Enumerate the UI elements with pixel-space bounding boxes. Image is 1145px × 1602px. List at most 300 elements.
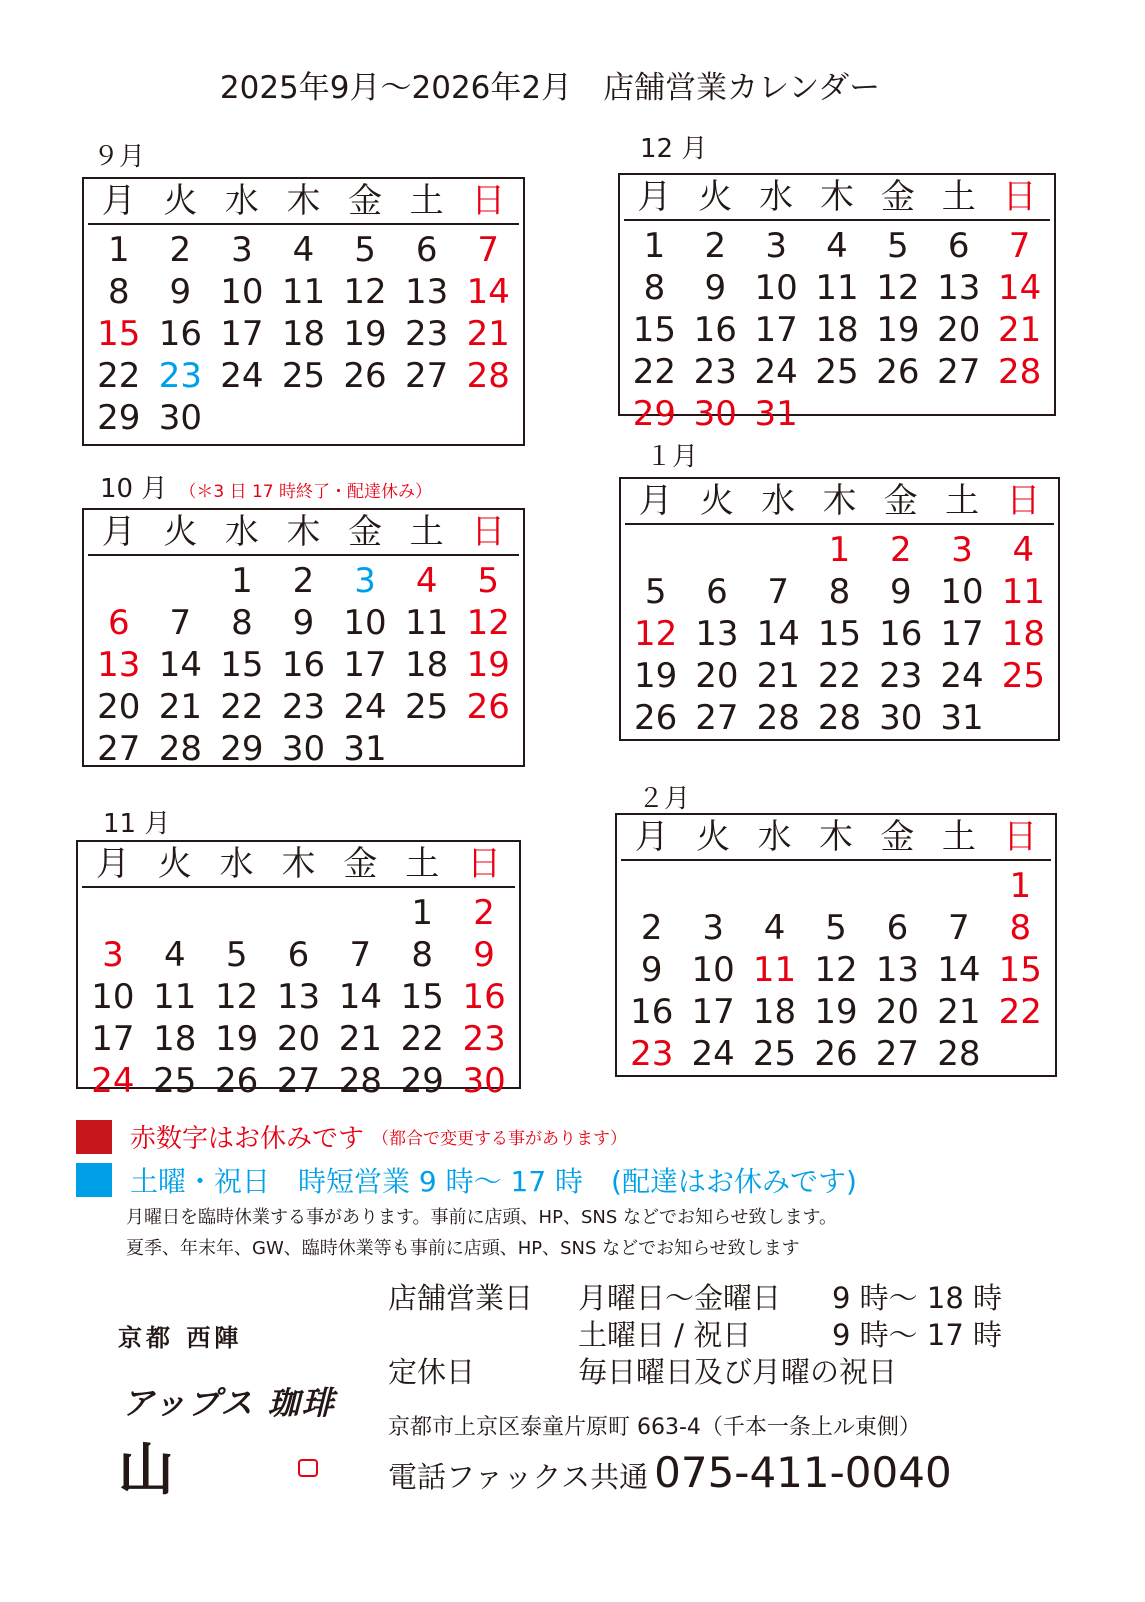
weekday-label: 金	[343, 844, 378, 884]
empty-cell	[867, 865, 928, 907]
day-cell: 30	[281, 729, 326, 769]
day-cell: 30	[462, 1061, 506, 1101]
day-cell: 31	[940, 698, 984, 738]
weekday-label: 金	[348, 181, 383, 221]
weekday-label: 金	[348, 512, 383, 552]
day-cell: 19	[634, 656, 678, 696]
empty-cell	[82, 892, 144, 934]
day-cell: 5	[887, 226, 909, 266]
day-cell: 9	[473, 935, 495, 975]
day-cell: 21	[338, 1019, 382, 1059]
empty-cell	[273, 397, 335, 439]
day-grid	[88, 229, 519, 439]
day-cell: 10	[691, 950, 735, 990]
day-cell: 27	[97, 729, 141, 769]
empty-cell	[990, 1033, 1051, 1075]
day-cell: 19	[343, 314, 387, 354]
day-cell: 30	[693, 394, 737, 434]
month-label-dec: 12 月	[640, 134, 708, 164]
day-cell: 15	[400, 977, 444, 1017]
empty-cell	[211, 397, 273, 439]
weekday-label: 土	[409, 512, 444, 552]
day-cell: 14	[756, 614, 800, 654]
day-cell: 23	[879, 656, 923, 696]
day-cell: 26	[876, 352, 920, 392]
calendar-jan	[619, 477, 1060, 741]
day-cell: 10	[220, 272, 264, 312]
weekday-label: 火	[696, 817, 731, 857]
day-cell: 2	[473, 893, 495, 933]
weekday-label: 月	[101, 181, 136, 221]
logo-line-2: アップス 珈琲	[122, 1384, 336, 1422]
day-cell: 28	[338, 1061, 382, 1101]
day-cell: 29	[632, 394, 677, 434]
empty-cell	[867, 393, 928, 435]
day-cell: 28	[997, 352, 1042, 392]
day-cell: 7	[169, 603, 192, 643]
day-grid	[88, 560, 519, 770]
day-cell: 18	[815, 310, 859, 350]
day-cell: 26	[215, 1061, 259, 1101]
day-cell: 24	[940, 656, 984, 696]
weekday-label: 火	[698, 177, 733, 217]
seal-stamp-icon	[298, 1459, 318, 1477]
day-cell: 31	[343, 729, 387, 769]
day-cell: 6	[947, 226, 970, 266]
day-cell: 25	[1001, 656, 1045, 696]
empty-cell	[621, 865, 682, 907]
month-label-feb: ２月	[638, 784, 691, 814]
empty-cell	[334, 397, 396, 439]
day-cell: 27	[937, 352, 981, 392]
day-cell: 16	[879, 614, 923, 654]
day-cell: 17	[91, 1019, 135, 1059]
day-cell: 22	[632, 352, 677, 392]
day-cell: 28	[937, 1034, 981, 1074]
day-cell: 19	[466, 645, 510, 685]
day-cell: 3	[765, 226, 787, 266]
weekday-label: 月	[634, 817, 669, 857]
day-cell: 7	[948, 908, 970, 948]
weekday-label: 日	[471, 512, 506, 552]
day-cell: 23	[630, 1034, 674, 1074]
day-cell: 2	[889, 530, 912, 570]
day-cell: 4	[763, 908, 786, 948]
notice-line-1: 月曜日を臨時休業する事があります。事前に店頭、HP、SNS などでお知らせ致します。	[126, 1207, 838, 1228]
day-cell: 26	[814, 1034, 858, 1074]
empty-cell	[805, 865, 866, 907]
day-cell: 1	[1009, 866, 1032, 906]
day-cell: 27	[875, 1034, 920, 1074]
weekday-header	[82, 842, 515, 888]
weekday-label: 金	[883, 481, 918, 521]
weekday-label: 日	[1003, 817, 1038, 857]
calendar-nov	[76, 840, 521, 1101]
day-cell: 6	[287, 935, 310, 975]
day-cell: 17	[691, 992, 735, 1032]
day-cell: 24	[343, 687, 387, 727]
day-cell: 22	[97, 356, 141, 396]
month-label-nov: 11 月	[103, 809, 171, 839]
day-cell: 20	[97, 687, 141, 727]
day-cell: 18	[752, 992, 797, 1032]
day-cell: 5	[354, 230, 376, 270]
empty-cell	[748, 529, 809, 571]
day-cell: 19	[215, 1019, 259, 1059]
notice-line-2: 夏季、年末年、GW、臨時休業等も事前に店頭、HP、SNS などでお知らせ致します	[126, 1238, 800, 1259]
day-cell: 9	[704, 268, 727, 308]
legend-red-text: 赤数字はお休みです	[130, 1124, 365, 1154]
day-cell: 27	[276, 1061, 321, 1101]
empty-cell	[268, 892, 330, 934]
day-cell: 16	[630, 992, 674, 1032]
day-cell: 23	[693, 352, 737, 392]
day-cell: 29	[97, 398, 141, 438]
weekday-label: 土	[405, 844, 440, 884]
weekday-label: 木	[818, 817, 853, 857]
tel-number: 075-411-0040	[654, 1448, 952, 1497]
day-cell: 4	[163, 935, 186, 975]
day-cell: 23	[405, 314, 449, 354]
day-cell: 21	[466, 314, 510, 354]
day-cell: 3	[702, 908, 724, 948]
day-cell: 24	[691, 1034, 735, 1074]
weekday-label: 木	[819, 177, 854, 217]
day-cell: 28	[756, 698, 800, 738]
day-cell: 10	[754, 268, 798, 308]
empty-cell	[625, 529, 686, 571]
hours-weekend-days: 土曜日 / 祝日	[578, 1318, 752, 1352]
weekday-header	[88, 179, 519, 225]
day-cell: 5	[477, 561, 500, 601]
day-cell: 7	[349, 935, 372, 975]
weekday-label: 木	[281, 844, 316, 884]
weekday-label: 木	[286, 512, 321, 552]
weekday-label: 火	[163, 181, 198, 221]
day-cell: 15	[97, 314, 141, 354]
day-cell: 7	[1008, 226, 1031, 266]
weekday-label: 水	[759, 177, 794, 217]
day-cell: 11	[153, 977, 197, 1017]
day-cell: 20	[695, 656, 739, 696]
day-cell: 7	[477, 230, 500, 270]
day-cell: 26	[634, 698, 678, 738]
day-cell: 14	[997, 268, 1042, 308]
weekday-label: 金	[880, 817, 915, 857]
day-cell: 17	[754, 310, 798, 350]
day-cell: 2	[169, 230, 192, 270]
legend-red	[76, 1118, 627, 1155]
day-cell: 13	[695, 614, 739, 654]
empty-cell	[329, 892, 391, 934]
empty-cell	[807, 393, 868, 435]
logo-mark: 山	[118, 1437, 174, 1503]
weekday-label: 水	[761, 481, 796, 521]
day-cell: 14	[158, 645, 202, 685]
calendar-feb	[615, 813, 1057, 1077]
day-cell: 14	[937, 950, 981, 990]
day-cell: 17	[220, 314, 264, 354]
weekday-label: 水	[224, 181, 259, 221]
day-cell: 13	[276, 977, 321, 1017]
hours-weekday-days: 月曜日～金曜日	[578, 1281, 782, 1315]
weekday-label: 水	[224, 512, 259, 552]
day-cell: 1	[643, 226, 666, 266]
empty-cell	[88, 560, 150, 602]
day-cell: 8	[828, 572, 851, 612]
day-cell: 18	[1001, 614, 1045, 654]
day-cell: 27	[405, 356, 449, 396]
day-cell: 16	[281, 645, 326, 685]
hours-weekend-time: 9 時～ 17 時	[832, 1318, 1003, 1352]
day-cell: 24	[220, 356, 264, 396]
day-cell: 20	[276, 1019, 321, 1059]
weekday-label: 月	[101, 512, 136, 552]
weekday-label: 土	[941, 817, 976, 857]
weekday-label: 月	[637, 177, 672, 217]
day-cell: 5	[825, 908, 847, 948]
day-cell: 1	[231, 561, 253, 601]
day-cell: 13	[875, 950, 920, 990]
day-cell: 12	[876, 268, 920, 308]
weekday-label: 日	[471, 181, 506, 221]
day-cell: 4	[292, 230, 315, 270]
day-cell: 8	[231, 603, 253, 643]
day-cell: 19	[876, 310, 920, 350]
day-cell: 9	[169, 272, 192, 312]
day-cell: 20	[875, 992, 920, 1032]
weekday-label: 月	[638, 481, 673, 521]
day-cell: 26	[466, 687, 510, 727]
day-cell: 8	[1009, 908, 1032, 948]
day-cell: 25	[815, 352, 859, 392]
day-cell: 1	[828, 530, 851, 570]
day-cell: 29	[400, 1061, 444, 1101]
day-cell: 22	[220, 687, 264, 727]
legend-blue	[76, 1160, 857, 1200]
day-cell: 6	[415, 230, 438, 270]
day-cell: 7	[767, 572, 790, 612]
day-cell: 29	[220, 729, 264, 769]
day-cell: 4	[415, 561, 438, 601]
month-label-oct	[100, 468, 432, 505]
day-cell: 16	[158, 314, 202, 354]
weekday-label: 日	[1006, 481, 1041, 521]
empty-cell	[457, 397, 519, 439]
month-label-sep: ９月	[93, 142, 146, 172]
weekday-label: 土	[941, 177, 976, 217]
weekday-header	[621, 815, 1051, 861]
day-grid	[624, 225, 1050, 435]
day-cell: 6	[886, 908, 909, 948]
day-cell: 25	[281, 356, 326, 396]
empty-cell	[993, 697, 1054, 739]
empty-cell	[150, 560, 212, 602]
tel-block	[388, 1448, 952, 1497]
empty-cell	[989, 393, 1050, 435]
day-cell: 27	[695, 698, 739, 738]
legend-blue-text: 土曜・祝日 時短営業 9 時～ 17 時 (配達はお休みです)	[130, 1165, 857, 1198]
day-cell: 22	[998, 992, 1042, 1032]
day-cell: 12	[814, 950, 858, 990]
day-cell: 21	[997, 310, 1042, 350]
day-cell: 25	[752, 1034, 797, 1074]
blue-square-icon	[76, 1163, 112, 1197]
day-cell: 17	[343, 645, 387, 685]
month-label-jan: １月	[646, 442, 699, 472]
day-grid	[625, 529, 1054, 739]
weekday-label: 金	[880, 177, 915, 217]
day-cell: 10	[91, 977, 135, 1017]
hours-closed-label: 定休日	[388, 1355, 476, 1389]
legend-red-small: （都合で変更する事があります）	[372, 1129, 628, 1149]
day-cell: 12	[343, 272, 387, 312]
day-cell: 4	[826, 226, 848, 266]
day-cell: 2	[640, 908, 663, 948]
day-cell: 26	[343, 356, 387, 396]
empty-cell	[396, 728, 458, 770]
day-cell: 16	[462, 977, 506, 1017]
day-cell: 20	[937, 310, 981, 350]
month-label-oct-text: 10 月	[100, 474, 168, 504]
weekday-label: 水	[757, 817, 792, 857]
calendar-dec	[618, 173, 1056, 434]
day-cell: 2	[292, 561, 315, 601]
day-cell: 13	[937, 268, 981, 308]
day-cell: 21	[756, 656, 800, 696]
day-cell: 14	[338, 977, 382, 1017]
day-cell: 23	[281, 687, 326, 727]
calendar-oct	[82, 508, 525, 767]
day-cell: 19	[814, 992, 858, 1032]
hours-weekday-time: 9 時～ 18 時	[832, 1281, 1003, 1315]
weekday-label: 木	[286, 181, 321, 221]
day-cell: 11	[752, 950, 797, 990]
day-cell: 1	[107, 230, 130, 270]
hours-closed-value: 毎日曜日及び月曜の祝日	[578, 1355, 898, 1389]
weekday-label: 土	[945, 481, 980, 521]
day-grid	[82, 892, 515, 1102]
calendar-sep	[82, 177, 525, 446]
day-cell: 12	[634, 614, 678, 654]
day-cell: 17	[940, 614, 984, 654]
weekday-label: 水	[219, 844, 254, 884]
day-cell: 11	[281, 272, 326, 312]
day-cell: 13	[405, 272, 449, 312]
day-cell: 9	[640, 950, 663, 990]
day-cell: 28	[158, 729, 202, 769]
day-cell: 23	[158, 356, 202, 396]
day-cell: 21	[937, 992, 981, 1032]
day-cell: 3	[354, 561, 376, 601]
month-note-oct: （＊3 日 17 時終了・配達休み）	[179, 482, 433, 502]
day-cell: 15	[632, 310, 677, 350]
day-cell: 25	[153, 1061, 197, 1101]
day-cell: 21	[158, 687, 202, 727]
day-cell: 1	[411, 893, 434, 933]
empty-cell	[682, 865, 743, 907]
day-cell: 10	[940, 572, 984, 612]
day-cell: 2	[704, 226, 727, 266]
weekday-header	[624, 175, 1050, 221]
day-cell: 15	[998, 950, 1042, 990]
hours-open-label: 店舗営業日	[388, 1281, 534, 1315]
day-cell: 25	[405, 687, 449, 727]
day-cell: 13	[97, 645, 141, 685]
address: 京都市上京区泰童片原町 663-4（千本一条上ル東側）	[388, 1415, 921, 1440]
day-cell: 11	[815, 268, 859, 308]
day-cell: 12	[215, 977, 259, 1017]
day-cell: 15	[220, 645, 264, 685]
day-grid	[621, 865, 1051, 1075]
day-cell: 3	[102, 935, 124, 975]
day-cell: 10	[343, 603, 387, 643]
weekday-label: 火	[157, 844, 192, 884]
day-cell: 24	[754, 352, 798, 392]
day-cell: 12	[466, 603, 510, 643]
weekday-label: 木	[822, 481, 857, 521]
empty-cell	[928, 865, 989, 907]
day-cell: 28	[817, 698, 862, 738]
day-cell: 15	[817, 614, 862, 654]
day-cell: 30	[158, 398, 202, 438]
day-cell: 6	[107, 603, 130, 643]
day-cell: 8	[107, 272, 130, 312]
day-cell: 5	[644, 572, 667, 612]
day-cell: 18	[281, 314, 326, 354]
day-cell: 23	[462, 1019, 506, 1059]
empty-cell	[206, 892, 268, 934]
day-cell: 4	[1012, 530, 1035, 570]
logo-line-1: 京都 西陣	[118, 1323, 243, 1352]
empty-cell	[744, 865, 805, 907]
empty-cell	[457, 728, 519, 770]
day-cell: 3	[951, 530, 973, 570]
weekday-label: 日	[1002, 177, 1037, 217]
day-cell: 16	[693, 310, 737, 350]
day-cell: 11	[405, 603, 449, 643]
day-cell: 8	[643, 268, 666, 308]
day-cell: 31	[754, 394, 798, 434]
empty-cell	[928, 393, 989, 435]
day-cell: 11	[1001, 572, 1045, 612]
day-cell: 18	[153, 1019, 197, 1059]
day-cell: 3	[231, 230, 253, 270]
weekday-label: 日	[467, 844, 502, 884]
day-cell: 18	[405, 645, 449, 685]
empty-cell	[144, 892, 206, 934]
weekday-label: 月	[95, 844, 130, 884]
empty-cell	[396, 397, 458, 439]
day-cell: 22	[400, 1019, 444, 1059]
tel-label: 電話ファックス共通	[388, 1460, 649, 1494]
day-cell: 28	[466, 356, 510, 396]
weekday-label: 火	[163, 512, 198, 552]
day-cell: 14	[466, 272, 510, 312]
empty-cell	[686, 529, 747, 571]
page-title: 2025年9月～2026年2月 店舗営業カレンダー	[219, 70, 881, 106]
day-cell: 9	[292, 603, 315, 643]
day-cell: 8	[411, 935, 434, 975]
weekday-header	[625, 479, 1054, 525]
weekday-header	[88, 510, 519, 556]
weekday-label: 土	[409, 181, 444, 221]
weekday-label: 火	[699, 481, 734, 521]
day-cell: 5	[225, 935, 248, 975]
day-cell: 9	[889, 572, 912, 612]
day-cell: 30	[879, 698, 923, 738]
red-square-icon	[76, 1120, 112, 1154]
